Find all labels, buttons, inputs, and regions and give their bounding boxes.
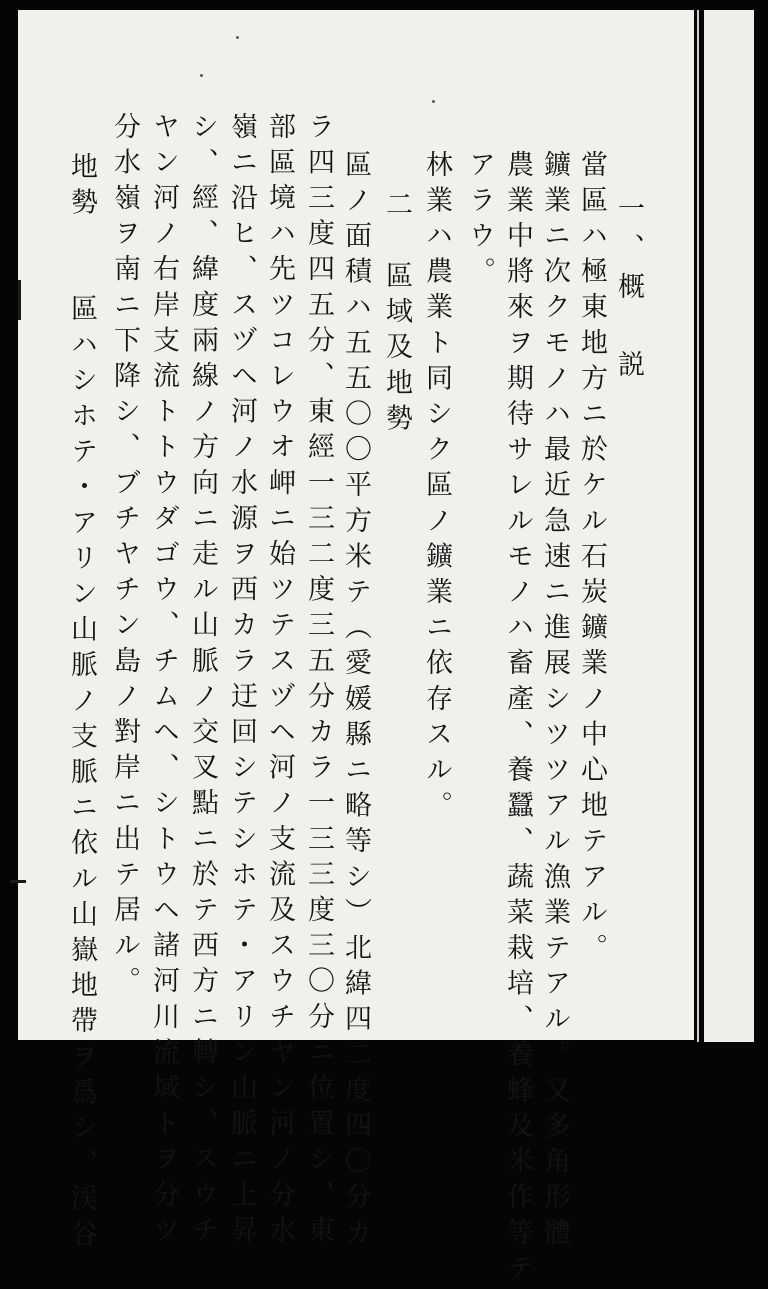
- text-column-4: アラウ。: [464, 150, 495, 293]
- paper-speck: [236, 36, 239, 39]
- paper-speck: [432, 100, 435, 103]
- margin-mark: [18, 280, 21, 320]
- text-column-13: 分水嶺ヲ南ニ下降シ、ブチヤチン島ノ對岸ニ出テ居ル。: [109, 112, 140, 1002]
- text-column-3: 農業中將來ヲ期待サレルモノハ畜產、養蠶、蔬菜栽培、養蜂及米作等テ: [502, 150, 533, 1289]
- subsection-heading: 二 區域及地勢: [381, 190, 412, 440]
- text-column-7: 區ノ面積ハ五五〇〇平方米テ（愛媛縣ニ略等シ）北緯四二度四〇分カ: [340, 150, 371, 1254]
- text-column-1: 當區ハ極東地方ニ於ケル石炭鑛業ノ中心地テアル。: [576, 150, 607, 969]
- text-column-12: ヤン河ノ右岸支流トトウダゴウ、チムヘ、シトウヘ諸河川流域トヲ分ツ: [148, 112, 179, 1252]
- text-column-5: 林業ハ農業ト同シク區ノ鑛業ニ依存スル。: [421, 150, 452, 827]
- text-column-10: 嶺ニ沿ヒ、スヅヘ河ノ水源ヲ西カラ迂回シテシホテ・アリン山脈ニ上昇: [226, 112, 257, 1252]
- paper-speck: [200, 74, 203, 77]
- text-column-8: ラ四三度四五分、東經一三二度三五分カラ一三三度三〇分ニ位置シ、東: [303, 112, 334, 1252]
- text-column-14: 地勢 區ハシホテ・アリン山脈ノ支脈ニ依ル山嶽地帶ヲ爲シ、渓谷: [66, 152, 97, 1256]
- adjacent-page-edge: [704, 10, 754, 1042]
- text-column-9: 部區境ハ先ツコレウオ岬ニ始ツテスヅヘ河ノ支流及スウチヤン河ノ分水: [264, 112, 295, 1252]
- text-column-2: 鑛業ニ次クモノハ最近急速ニ進展シツツアル漁業テアル。又多角形體: [539, 150, 570, 1254]
- section-heading: 一、概 説: [613, 194, 644, 389]
- margin-tick-mark: [10, 880, 26, 883]
- page-gutter-line: [697, 10, 699, 1042]
- text-column-11: シ、經、緯度兩線ノ方向ニ走ル山脈ノ交叉點ニ於テ西方ニ轉シ、スウチ: [187, 112, 218, 1252]
